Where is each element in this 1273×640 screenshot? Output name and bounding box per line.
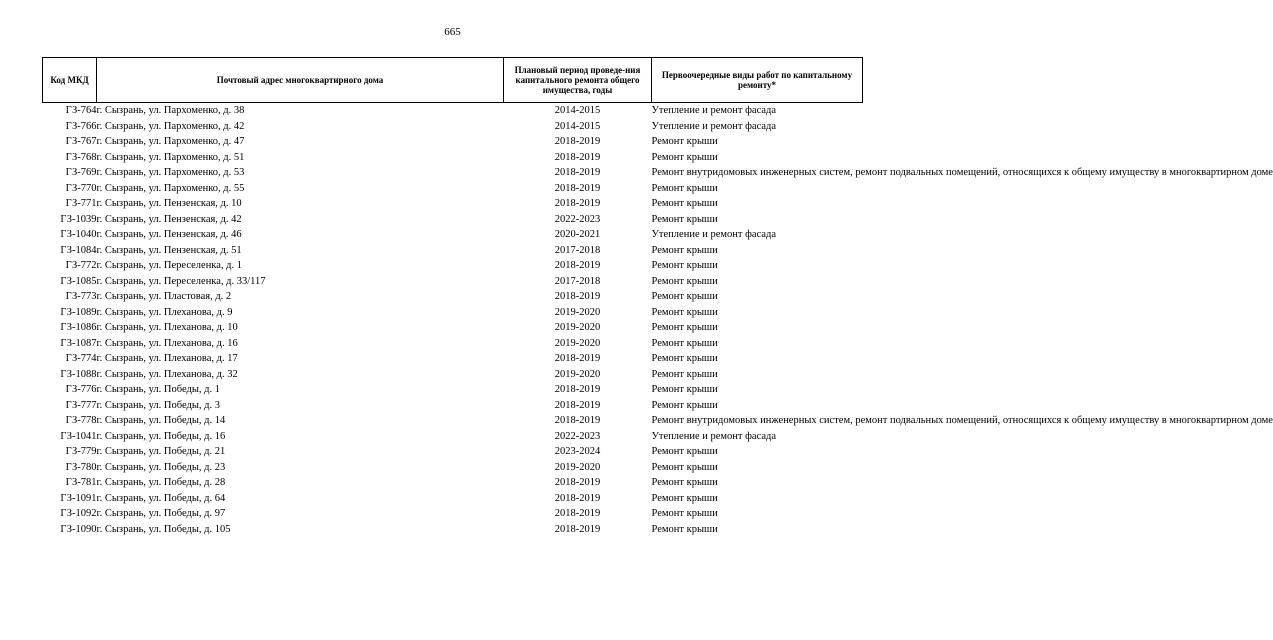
cell-code: ГЗ-781 — [65, 477, 97, 488]
cell-code: ГЗ-1091 — [60, 492, 97, 504]
cell-work: Ремонт крыши — [651, 198, 718, 209]
cell-work: Ремонт крыши — [651, 213, 718, 225]
cell-period: 2018-2019 — [554, 151, 601, 163]
table-row — [43, 382, 863, 398]
header-work: Первоочередные виды работ по капитальному ремонту* — [652, 58, 863, 103]
cell-work: Ремонт крыши — [651, 492, 718, 504]
cell-address: г. Сызрань, ул. Пензенская, д. 42 — [96, 213, 242, 225]
cell-address: г. Сызрань, ул. Пархоменко, д. 53 — [96, 167, 245, 178]
table-row — [43, 367, 863, 383]
cell-period: 2018-2019 — [554, 399, 601, 411]
table-row — [43, 243, 863, 259]
cell-work: Ремонт крыши — [651, 306, 718, 318]
table-row — [43, 351, 863, 367]
cell-period: 2017-2018 — [554, 244, 601, 256]
cell-period: 2014-2015 — [554, 120, 601, 132]
table-row — [43, 522, 863, 538]
cell-address: г. Сызрань, ул. Победы, д. 21 — [96, 446, 226, 457]
table-row — [43, 475, 863, 491]
cell-address: г. Сызрань, ул. Плеханова, д. 16 — [96, 337, 238, 349]
cell-address: г. Сызрань, ул. Переселенка, д. 1 — [96, 260, 243, 271]
cell-work: Ремонт крыши — [651, 399, 718, 411]
cell-period: 2018-2019 — [554, 508, 601, 519]
table-row — [43, 429, 863, 445]
cell-period: 2018-2019 — [554, 260, 601, 271]
cell-code: ГЗ-1086 — [60, 322, 97, 333]
table-row — [43, 181, 863, 197]
header-address: Почтовый адрес многоквартирного дома — [97, 58, 504, 103]
table-row — [43, 165, 863, 181]
table-row — [43, 150, 863, 166]
table-row — [43, 227, 863, 243]
cell-work: Утепление и ремонт фасада — [651, 229, 777, 240]
cell-work: Ремонт крыши — [651, 384, 718, 395]
cell-code: ГЗ-776 — [65, 384, 97, 395]
cell-period: 2018-2019 — [554, 477, 601, 488]
table-row — [43, 258, 863, 274]
cell-work: Ремонт крыши — [651, 523, 718, 535]
cell-period: 2018-2019 — [554, 353, 601, 364]
table-row — [43, 274, 863, 290]
cell-period: 2019-2020 — [554, 322, 601, 333]
cell-address: г. Сызрань, ул. Плеханова, д. 32 — [96, 368, 238, 380]
cell-code: ГЗ-764 — [65, 105, 97, 116]
cell-work: Ремонт крыши — [651, 244, 718, 256]
cell-work: Утепление и ремонт фасада — [651, 430, 777, 442]
cell-code: ГЗ-774 — [65, 353, 97, 364]
cell-code: ГЗ-1089 — [60, 306, 97, 318]
header-period: Плановый период проведе-ния капитального ремонта общего имущества, годы — [504, 58, 652, 103]
cell-address: г. Сызрань, ул. Победы, д. 1 — [96, 384, 220, 395]
cell-period: 2018-2019 — [554, 523, 601, 535]
cell-work: Ремонт крыши — [651, 461, 718, 473]
table-row — [43, 134, 863, 150]
cell-period: 2018-2019 — [554, 167, 601, 178]
cell-address: г. Сызрань, ул. Пархоменко, д. 51 — [96, 151, 245, 163]
cell-period: 2023-2024 — [554, 446, 601, 457]
cell-code: ГЗ-1090 — [60, 523, 97, 535]
table-row — [43, 119, 863, 135]
page-number: 665 — [444, 26, 461, 38]
table-row — [43, 305, 863, 321]
cell-period: 2018-2019 — [554, 492, 601, 504]
cell-code: ГЗ-1039 — [60, 213, 97, 225]
cell-address: г. Сызрань, ул. Плеханова, д. 10 — [96, 322, 238, 333]
cell-work: Ремонт крыши — [651, 151, 718, 163]
cell-code: ГЗ-767 — [65, 136, 97, 147]
cell-period: 2014-2015 — [554, 105, 601, 116]
cell-period: 2022-2023 — [554, 430, 601, 442]
cell-address: г. Сызрань, ул. Победы, д. 3 — [96, 399, 220, 411]
cell-code: ГЗ-773 — [65, 291, 97, 302]
cell-address: г. Сызрань, ул. Победы, д. 97 — [96, 508, 226, 519]
cell-work: Утепление и ремонт фасада — [651, 120, 777, 132]
cell-period: 2018-2019 — [554, 384, 601, 395]
cell-work: Ремонт крыши — [651, 337, 718, 349]
cell-work: Ремонт внутридомовых инженерных систем, ремонт подвальных помещений, относящихся к общему имуществу в многоквартирном доме — [651, 415, 1273, 426]
table-row — [43, 289, 863, 305]
table-row — [43, 196, 863, 212]
cell-code: ГЗ-772 — [65, 260, 97, 271]
cell-work: Ремонт крыши — [651, 508, 718, 519]
cell-work: Ремонт крыши — [651, 446, 718, 457]
cell-code: ГЗ-1087 — [60, 337, 97, 349]
cell-code: ГЗ-780 — [65, 461, 97, 473]
cell-address: г. Сызрань, ул. Победы, д. 23 — [96, 461, 226, 473]
table-row — [43, 444, 863, 460]
table-body — [43, 103, 1273, 538]
cell-period: 2022-2023 — [554, 213, 601, 225]
table-row — [43, 506, 863, 522]
cell-address: г. Сызрань, ул. Победы, д. 28 — [96, 477, 226, 488]
cell-address: г. Сызрань, ул. Победы, д. 14 — [96, 415, 226, 426]
cell-address: г. Сызрань, ул. Победы, д. 64 — [96, 492, 226, 504]
cell-period: 2018-2019 — [554, 136, 601, 147]
table-row — [43, 336, 863, 352]
cell-work: Ремонт крыши — [651, 291, 718, 302]
cell-period: 2019-2020 — [554, 461, 601, 473]
cell-address: г. Сызрань, ул. Победы, д. 16 — [96, 430, 226, 442]
cell-work: Ремонт крыши — [651, 260, 718, 271]
cell-address: г. Сызрань, ул. Пархоменко, д. 38 — [96, 105, 245, 116]
cell-address: г. Сызрань, ул. Пензенская, д. 51 — [96, 244, 242, 256]
registry-table — [42, 57, 1273, 537]
cell-address: г. Сызрань, ул. Пензенская, д. 46 — [96, 229, 242, 240]
cell-work: Ремонт крыши — [651, 477, 718, 488]
cell-work: Ремонт крыши — [651, 368, 718, 380]
cell-code: ГЗ-769 — [65, 167, 97, 178]
cell-address: г. Сызрань, ул. Переселенка, д. 33/117 — [96, 275, 266, 287]
header-code: Код МКД — [43, 58, 97, 103]
cell-period: 2018-2019 — [554, 415, 601, 426]
cell-address: г. Сызрань, ул. Пархоменко, д. 42 — [96, 120, 245, 132]
cell-period: 2019-2020 — [554, 306, 601, 318]
cell-code: ГЗ-1040 — [60, 229, 97, 240]
cell-code: ГЗ-770 — [65, 182, 97, 194]
cell-address: г. Сызрань, ул. Пархоменко, д. 47 — [96, 136, 245, 147]
cell-period: 2018-2019 — [554, 198, 601, 209]
cell-code: ГЗ-768 — [65, 151, 97, 163]
cell-period: 2017-2018 — [554, 275, 601, 287]
cell-code: ГЗ-771 — [65, 198, 97, 209]
cell-code: ГЗ-1085 — [60, 275, 97, 287]
cell-address: г. Сызрань, ул. Плеханова, д. 9 — [96, 306, 233, 318]
cell-work: Утепление и ремонт фасада — [651, 105, 777, 116]
cell-address: г. Сызрань, ул. Пластовая, д. 2 — [96, 291, 232, 302]
table-row — [43, 460, 863, 476]
table-header-row — [43, 58, 863, 103]
cell-period: 2019-2020 — [554, 368, 601, 380]
cell-work: Ремонт крыши — [651, 353, 718, 364]
cell-work: Ремонт крыши — [651, 275, 718, 287]
table-row — [43, 413, 863, 429]
cell-address: г. Сызрань, ул. Пензенская, д. 10 — [96, 198, 242, 209]
cell-work: Ремонт крыши — [651, 322, 718, 333]
cell-work: Ремонт крыши — [651, 182, 718, 194]
table-row — [43, 103, 863, 119]
cell-code: ГЗ-766 — [65, 120, 97, 132]
cell-code: ГЗ-1088 — [60, 368, 97, 380]
cell-code: ГЗ-779 — [65, 446, 97, 457]
cell-work: Ремонт крыши — [651, 136, 718, 147]
cell-work: Ремонт внутридомовых инженерных систем, ремонт подвальных помещений, относящихся к общему имуществу в многоквартирном доме — [651, 167, 1273, 178]
cell-period: 2018-2019 — [554, 182, 601, 194]
cell-period: 2018-2019 — [554, 291, 601, 302]
table-row — [43, 491, 863, 507]
cell-code: ГЗ-778 — [65, 415, 97, 426]
cell-period: 2020-2021 — [554, 229, 601, 240]
cell-code: ГЗ-1084 — [60, 244, 97, 256]
cell-code: ГЗ-1041 — [60, 430, 97, 442]
cell-code: ГЗ-777 — [65, 399, 97, 411]
table-row — [43, 398, 863, 414]
cell-address: г. Сызрань, ул. Победы, д. 105 — [96, 523, 231, 535]
table-row — [43, 212, 863, 228]
cell-period: 2019-2020 — [554, 337, 601, 349]
cell-code: ГЗ-1092 — [60, 508, 97, 519]
cell-address: г. Сызрань, ул. Плеханова, д. 17 — [96, 353, 238, 364]
cell-address: г. Сызрань, ул. Пархоменко, д. 55 — [96, 182, 245, 194]
table-row — [43, 320, 863, 336]
